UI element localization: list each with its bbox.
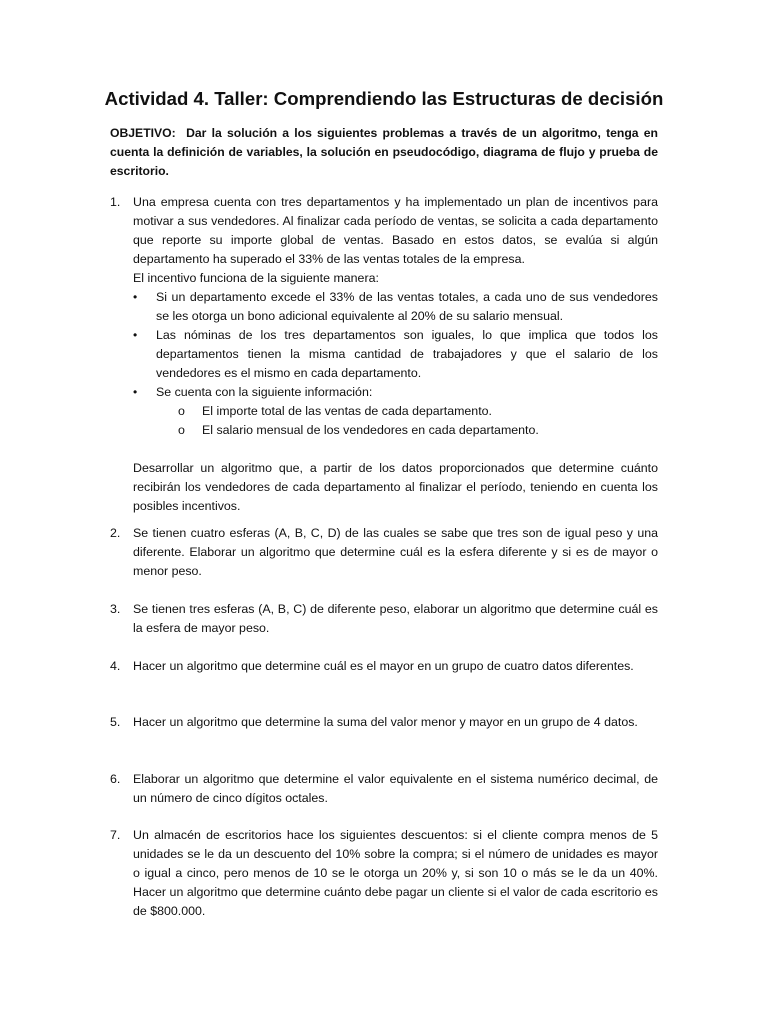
subbullet-icon: o	[178, 404, 185, 418]
problem-text: Se tienen tres esferas (A, B, C) de diferente peso, elaborar un algoritmo que determine cuál es la esfera de mayor peso.	[133, 602, 658, 635]
problem-list-7	[110, 826, 658, 921]
page-title: Actividad 4. Taller: Comprendiendo las Estructuras de decisión	[104, 88, 664, 109]
problem-closing: Desarrollar un algoritmo que, a partir de los datos proporcionados que determine cuánto recibirán los vendedores de cada departamento al finalizar el período, teniendo en cuenta los posibles incentivos.	[133, 461, 658, 513]
problem-list-4	[110, 657, 658, 676]
problem-text: Se tienen cuatro esferas (A, B, C, D) de las cuales se sabe que tres son de igual peso y una diferente. Elaborar un algoritmo que determine cuál es la esfera diferente y si es de mayor o menor peso.	[133, 526, 658, 578]
bullet-text: Si un departamento excede el 33% de las ventas totales, a cada uno de sus vendedores se les otorga un bono adicional equivalente al 20% de su salario mensual.	[156, 290, 658, 323]
objective-label: OBJETIVO:	[110, 126, 176, 140]
problem-list-2	[110, 524, 658, 581]
problem-list-1	[110, 193, 658, 516]
bullet-text: Las nóminas de los tres departamentos son iguales, lo que implica que todos los departamentos tienen la misma cantidad de trabajadores y que el salario de los vendedores es el mismo en cada departamento.	[156, 328, 658, 380]
problem-item-5	[110, 713, 658, 732]
bullet-item	[133, 383, 658, 402]
problem-text: Hacer un algoritmo que determine cuál es el mayor en un grupo de cuatro datos diferentes.	[133, 659, 634, 673]
problem-intro: Una empresa cuenta con tres departamentos y ha implementado un plan de incentivos para motivar a sus vendedores. Al finalizar cada período de ventas, se solicita a cada departamento que reporte su importe global de ventas. Basado en estos datos, se evalúa si algún departamento ha superado el 33% de las ventas totales de la empresa.	[133, 195, 658, 266]
problem-item-1	[110, 193, 658, 516]
subbullet-icon: o	[178, 423, 185, 437]
problem-intro-2: El incentivo funciona de la siguiente manera:	[133, 271, 379, 285]
problem-number: 2.	[110, 526, 121, 540]
problem-number: 5.	[110, 715, 121, 729]
subbullet-item	[133, 421, 658, 440]
bullet-text: Se cuenta con la siguiente información:	[156, 385, 373, 399]
objective-paragraph	[110, 124, 658, 181]
problem-number: 6.	[110, 772, 121, 786]
subbullet-text: El importe total de las ventas de cada departamento.	[202, 404, 492, 418]
problem-number: 3.	[110, 602, 121, 616]
problem-item-6	[110, 770, 658, 808]
subbullet-text: El salario mensual de los vendedores en cada departamento.	[202, 423, 539, 437]
problem-item-7	[110, 826, 658, 921]
bullet-icon: •	[133, 290, 138, 304]
bullet-item	[133, 288, 658, 326]
problem-text: Hacer un algoritmo que determine la suma del valor menor y mayor en un grupo de 4 datos.	[133, 715, 638, 729]
bullet-item	[133, 326, 658, 383]
problem-list-3	[110, 600, 658, 638]
bullet-icon: •	[133, 385, 138, 399]
problem-item-2	[110, 524, 658, 581]
problem-number: 4.	[110, 659, 121, 673]
problem-number: 7.	[110, 828, 121, 842]
subbullet-item	[133, 402, 658, 421]
problem-number: 1.	[110, 195, 121, 209]
problem-text: Un almacén de escritorios hace los siguientes descuentos: si el cliente compra menos de 5 unidades se le da un descuento del 10% sobre la compra; si el número de unidades es mayor o igual a cinco, pero menos de 10 se le otorga un 20% y, si son 10 o más se le da un 40%. Hacer un algoritmo que determine cuánto debe pagar un cliente si el valor de cada escritorio es de $800.000.	[133, 828, 658, 918]
problem-item-3	[110, 600, 658, 638]
problem-item-4	[110, 657, 658, 676]
problem-text: Elaborar un algoritmo que determine el valor equivalente en el sistema numérico decimal, de un número de cinco dígitos octales.	[133, 772, 658, 805]
bullet-icon: •	[133, 328, 138, 342]
objective-text: Dar la solución a los siguientes problemas a través de un algoritmo, tenga en cuenta la definición de variables, la solución en pseudocódigo, diagrama de flujo y prueba de escritorio.	[110, 126, 658, 178]
problem-list-5	[110, 713, 658, 732]
problem-list-6	[110, 770, 658, 808]
